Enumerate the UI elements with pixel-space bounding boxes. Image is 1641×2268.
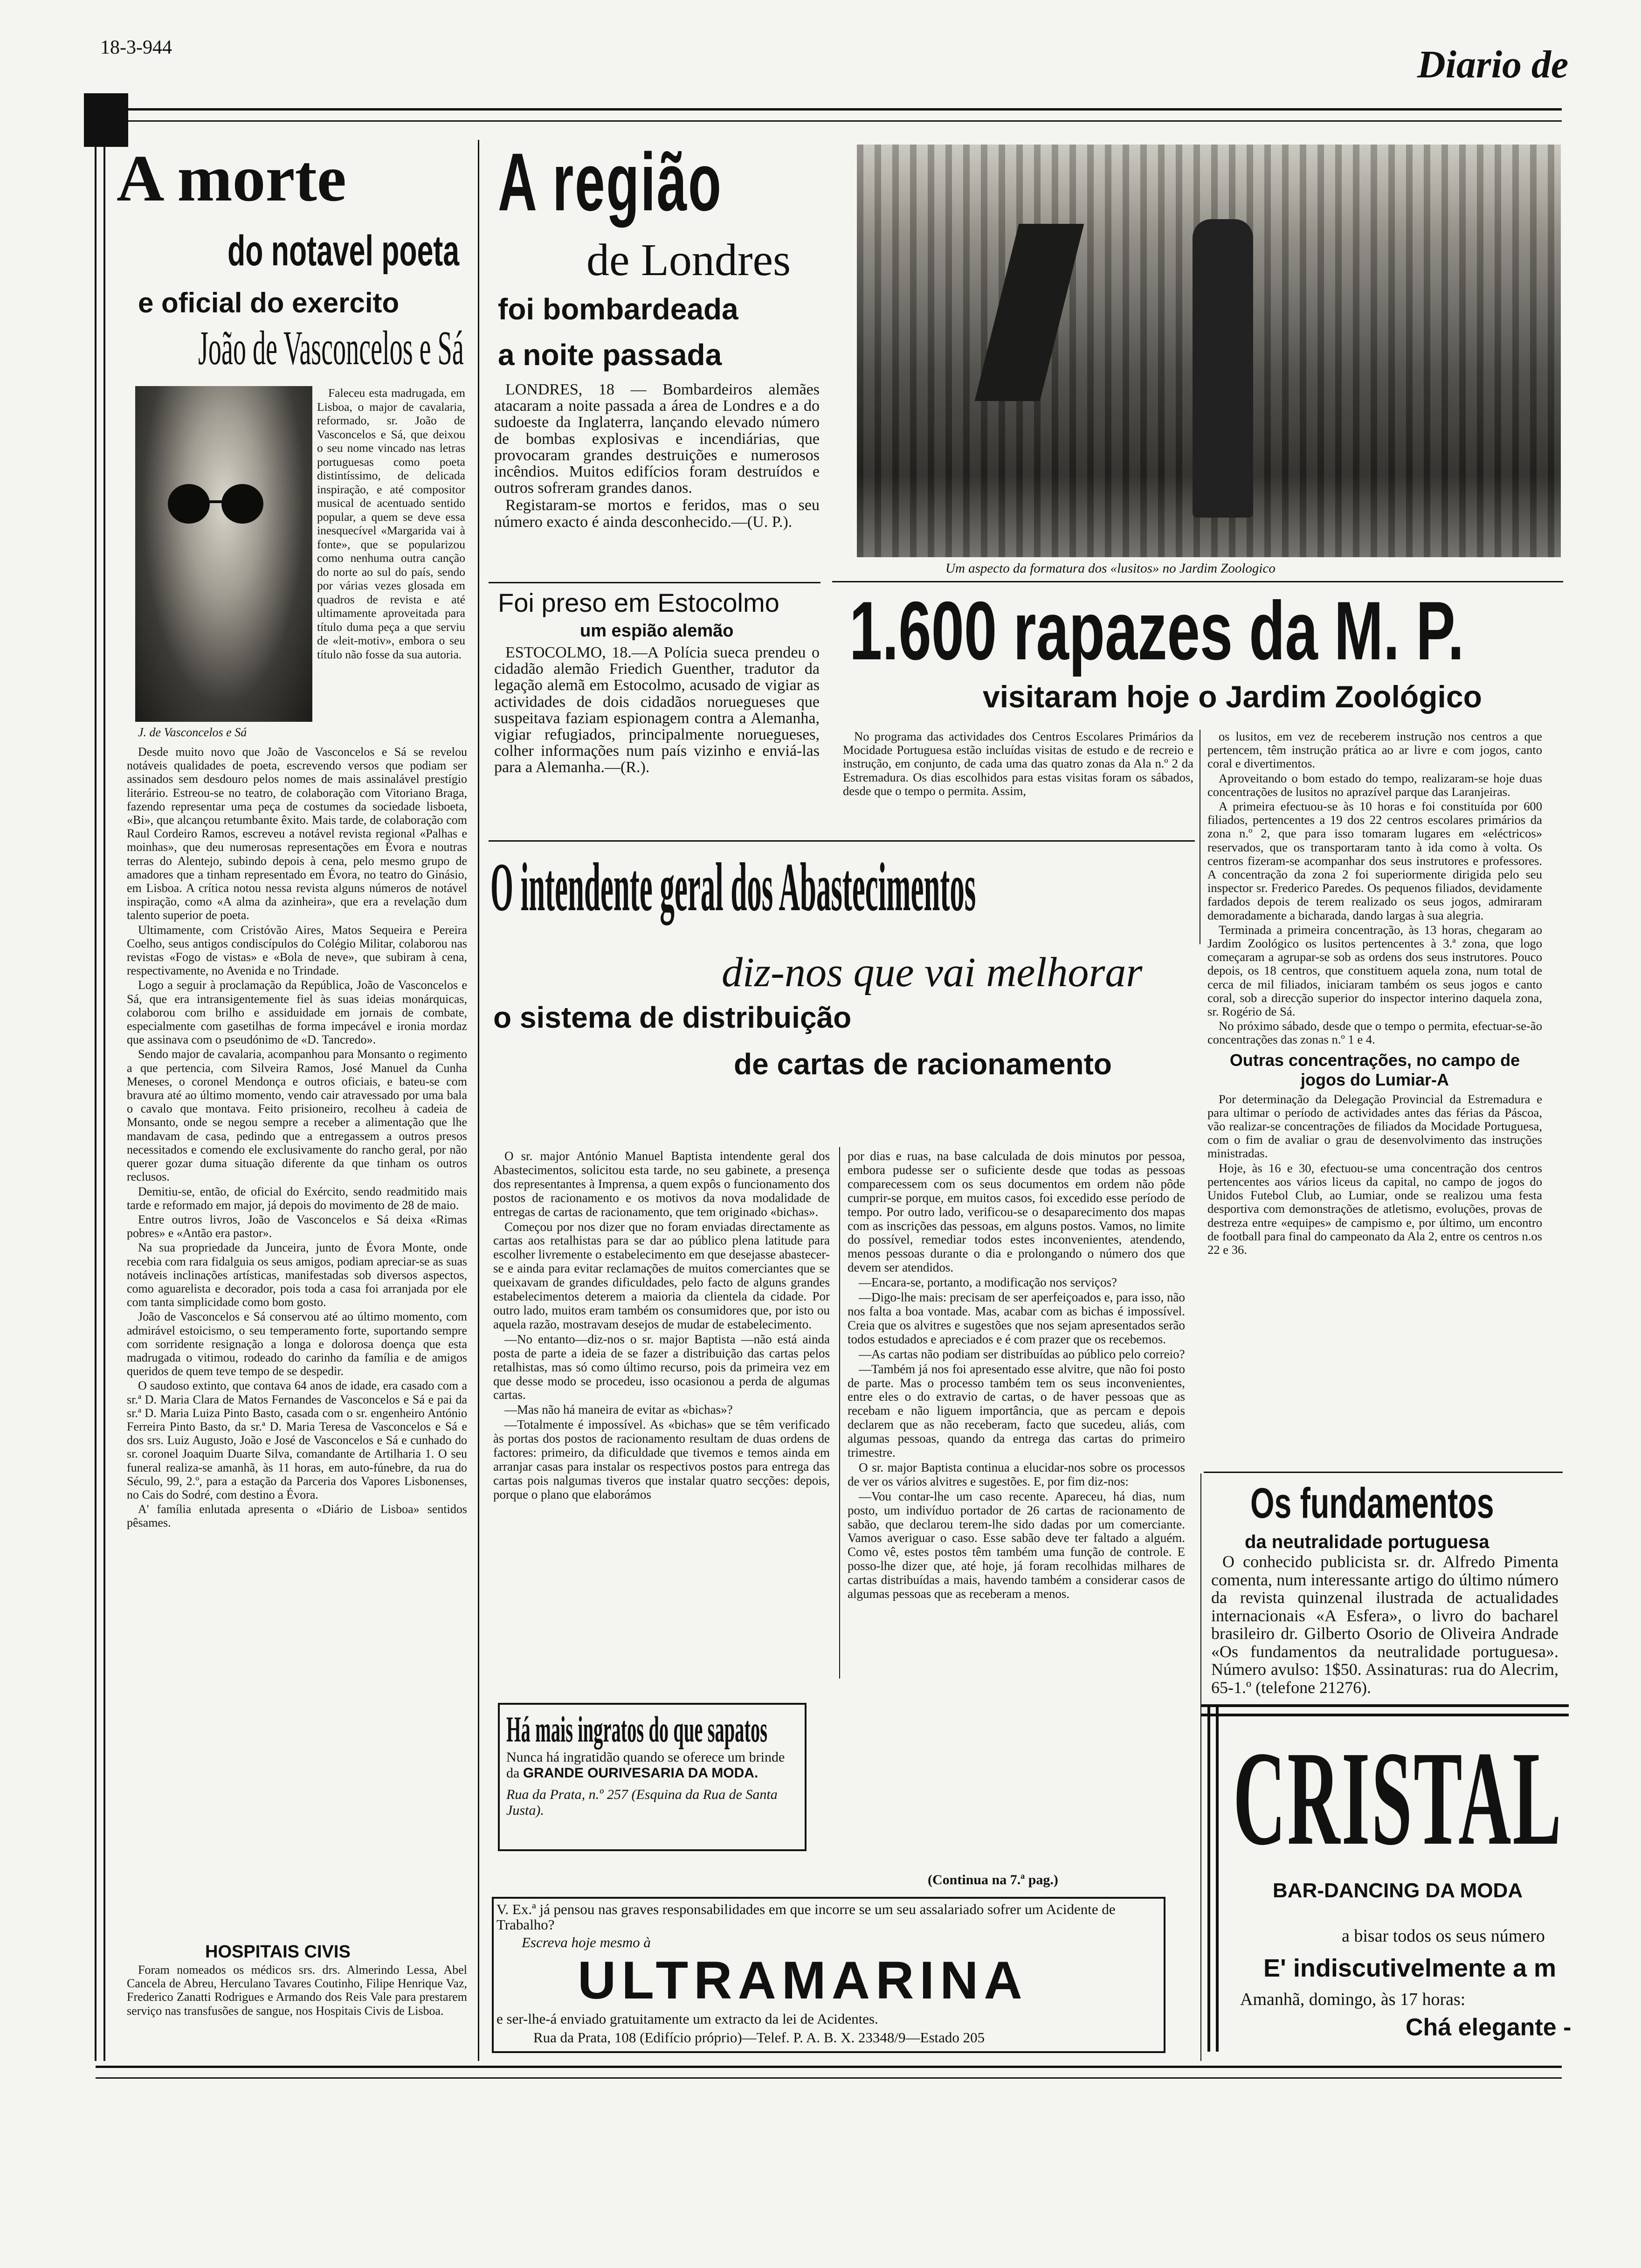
divider-intendente <box>489 840 1195 842</box>
rapazes-headline: 1.600 rapazes da M. P. <box>849 584 1464 677</box>
morte-paragraph: Ultimamente, com Cristóvão Aires, Matos Sequeira e Pereira Coelho, seus antigos condiscípulos do Colégio Militar, colaborou nas revistas «Fogo de vistas» e «Bola de neve», que subiram à cena, respectivamente, no Avenida e no Trindade. <box>127 923 467 978</box>
rapazes-paragraph: Terminada a primeira concentração, às 13 horas, chegaram ao Jardim Zoológico os lusitos pertencentes à 3.ª zona, que logo começaram a agrupar-se sob as ordens dos seus instrutores. Pouco depois, os 18 centros, que constituem aquela zona, num total de cerca de mil filiados, iniciaram também os seus jogos e canto coral, sob a direcção superior do inspector interino daquela zona, sr. Rogério de Sá. <box>1207 922 1542 1019</box>
cristal-subtitle: BAR-DANCING DA MODA <box>1273 1879 1523 1902</box>
ad-ingratos-shop: GRANDE OURIVESARIA DA MODA. <box>523 1765 758 1781</box>
morte-paragraph: Desde muito novo que João de Vasconcelos e Sá se revelou notáveis qualidades de poeta, escrevendo versos que podiam ser assinados sem desdouro pelos nomes de mais assinalável prestígio literário. Estreou-se no teatro, de colaboração com Vitoriano Braga, fazendo representar uma peça de costumes da sociedade lisboeta, «Bi», que alcançou retumbante êxito. Mais tarde, de colaboração com Raul Cordeiro Ramos, escreveu a notável revista regional «Palhas e moinhas», que deu numerosas representações em Évora e noutras terras do Alentejo, subindo depois à cena, pelo mesmo grupo de amadores que a tinham representado em Évora, no teatro do Ginásio, em Lisboa. A crítica notou nessa revista alguns números de notável inspiração, como «A alma da azinheira», que era a revelação dum talento superior de poeta. <box>127 745 467 922</box>
regiao-body <box>494 381 820 531</box>
ad-ingratos-text <box>506 1749 799 1819</box>
intendente-paragraph: —Também já nos foi apresentado esse alvitre, que não foi posto de parte. Mas o processo também tem os seus inconvenientes, entre eles o do extravio de cartas, o de haver pessoas que as recebam e não liguem importância, que as percam e depois declarem que as não receberam, facto que sucedeu, aliás, com algumas pessoas, quando da entrega das cartas do primeiro trimestre. <box>848 1362 1185 1460</box>
cristal-line2: E' indiscutivelmente a m <box>1263 1954 1557 1982</box>
cristal-line3: Amanhã, domingo, às 17 horas: <box>1240 1990 1466 2009</box>
hospitais-text: Foram nomeados os médicos srs. drs. Almerindo Lessa, Abel Cancela de Abreu, Herculano Tavares Coutinho, Filipe Henrique Vaz, Frederico Zanatti Rodrigues e Armando dos Reis Vale para prestarem serviço nas transfusões de sangue, nos Hospitais Civis de Lisboa. <box>127 1963 467 2018</box>
intendente-paragraph: Começou por nos dizer que no foram enviadas directamente as cartas aos retalhistas para se dar ao público plena latitude para escolher livremente o estabelecimento em que desejasse abastecer-se e ainda para evitar reclamações de muitos comerciantes que se queixavam de grandes dificuldades, pelo facto de alguns grandes estabelecimentos deterem a maioria da clientela da cidade. Por outro lado, muitos eram também os consumidores que, por isto ou aquela razão, mostravam desejos de mudar de estabelecimento. <box>493 1219 830 1331</box>
intendente-sub3: de cartas de racionamento <box>734 1047 1112 1081</box>
intendente-paragraph: por dias e ruas, na base calculada de dois minutos por pessoa, embora pudesse ser o suficiente desde que todas as pessoas comparecessem com os seus documentos em ordem não pôde cumprir-se porque, em muitos casos, foi excedido esse período de tempo. Por outro lado, verificou-se o desaparecimento dos mapas com as inscrições das pessoas, em alguns postos. Vamos, no limite do possível, remediar todos estes inconvenientes, atendendo, menos pessoas durante o dia e prolongando o número dos que devem ser atendidos. <box>848 1149 1185 1275</box>
regiao-paragraph: LONDRES, 18 — Bombardeiros alemães atacaram a noite passada a área de Londres e a do sudoeste da Inglaterra, lançando elevado número de bombas explosivas e incendiárias, que provocaram grandes destruições e numerosos incêndios. Muitos edifícios foram destruídos e outros sofreram grandes danos. <box>494 381 820 497</box>
right-col-divider <box>1200 1473 1201 2061</box>
estocolmo-title: Foi preso em Estocolmo <box>498 588 779 617</box>
regiao-sub2: foi bombardeada <box>498 292 738 326</box>
morte-subhead-name: João de Vasconcelos e Sá <box>198 321 464 375</box>
rapazes-paragraph: No próximo sábado, desde que o tempo o permita, efectuar-se-ão concentrações das zonas n.º 1 e 4. <box>1207 1019 1542 1047</box>
ad-ingratos <box>498 1703 807 1851</box>
ad-ultramarina-line3: e ser-lhe-á enviado gratuitamente um extracto da lei de Acidentes. <box>496 2011 878 2027</box>
morte-lead-text: Faleceu esta madrugada, em Lisboa, o major de cavalaria, reformado, sr. João de Vasconcelos e Sá, que deixou o seu nome vincado nas letras portuguesas como poeta distintíssimo, de delicada inspiração, e até compositor musical de acentuado sentido popular, a quem se deve essa inesquecível «Margarida vai à fonte», que se popularizou como nenhuma outra canção do norte ao sul do país, sendo por várias vezes glosada em quadros de revista e até ultimamente aproveitada para título duma peça a que serviu de «leit-motiv», embora o seu título não fosse da sua autoria. <box>317 386 465 661</box>
left-border <box>95 140 97 2061</box>
top-rule-2 <box>126 120 1562 122</box>
intendente-paragraph: —Encara-se, portanto, a modificação nos serviços? <box>859 1275 1117 1290</box>
rapazes-subsection-title: Outras concentrações, no campo de jogos do Lumiar-A <box>1229 1050 1520 1089</box>
morte-paragraph: O saudoso extinto, que contava 64 anos de idade, era casado com a sr.ª D. Maria Clara de Matos Fernandes de Vasconcelos e Sá e pai da sr.ª D. Maria Luiza Pinto Basto, casada com o sr. engenheiro António Ferreira Pinto Basto, da sr.ª D. Maria Teresa de Vasconcelos e Sá e dos srs. Luiz Augusto, João e José de Vasconcelos e Sá e cunhado do sr. coronel Joaquim Duarte Silva, comandante de Artilharia 1. O seu funeral realiza-se amanhã, às 11 horas, em auto-fúnebre, da rua do Século, 99, 2.º, para a estação da Parceria dos Vapores Lisbonenses, no Cais do Sodré, com destino a Évora. <box>127 1379 467 1501</box>
intendente-paragraph: —Mas não há maneira de evitar as «bichas»? <box>504 1403 733 1417</box>
ad-ultramarina <box>492 1897 1165 2053</box>
morte-paragraph: João de Vasconcelos e Sá conservou até ao último momento, com admirável estoicismo, o seu temperamento forte, suportando sempre com sorridente resignação a longa e dolorosa doença que esta madrugada o vitimou, rodeado do carinho da família e de amigos queridos de quem teve tempo de se despedir. <box>127 1310 467 1378</box>
intendente-continuation: (Continua na 7.ª pag.) <box>928 1872 1058 1888</box>
portrait-glasses <box>168 484 266 524</box>
masthead-paper-name: Diario de <box>1417 43 1569 86</box>
rapazes-col1 <box>843 730 1193 799</box>
rapazes-paragraph: A primeira efectuou-se às 10 horas e foi constituída por 600 filiados, pertencentes a 19 dos 22 centros escolares primários da zona n.º 2, que para isso tomaram lugares em «eléctricos» reservados, que os transportaram tanto à ida como à volta. Os centros fizeram-se acompanhar dos seus instrutores e professores. A concentração da zona 2 foi superiormente dirigida pelo seu inspector sr. Frederico Paredes. Os pequenos filiados, devidamente fardados depois de terem realizado os seus jogos, admiraram demoradamente a bicharada, dando largas à sua alegria. <box>1207 799 1542 922</box>
morte-paragraph: Logo a seguir à proclamação da República, João de Vasconcelos e Sá, que era intransigentemente fiel às suas ideias monárquicas, colaborou com brilho e assiduidade em jornais de combate, especialmente com gasetilhas de forma impecável e ironia mordaz que assinava com o pseudónimo de «D. Tancredo». <box>127 978 467 1047</box>
intendente-paragraph: —Totalmente é impossível. As «bichas» que se têm verificado às portas dos postos de racionamento resultam de duas ordens de factores: primeiro, da dificuldade que tivemos e temos ainda em arranjar casas para instalar os respectivos postos para entrega das cartas pois nalgumas tiveros que instalar quatro secções: depois, porque o plano que elaborámos <box>493 1418 830 1501</box>
rapazes-paragraph: No programa das actividades dos Centros Escolares Primários da Mocidade Portuguesa estão incluídas visitas de estudo e de recreio e instrução, em conjunto, de cada uma das quatro zonas da Ala n.º 2 da Estremadura. Os dias escolhidos para estas visitas foram os sábados, desde que o tempo o permita. Assim, <box>843 729 1193 798</box>
intendente-headline: O intendente geral dos Abastecimentos <box>490 849 976 926</box>
hospitais-body <box>127 1963 467 2019</box>
regiao-paragraph: Registaram-se mortos e feridos, mas o seu número exacto é ainda desconhecido.—(U. P.). <box>494 497 820 531</box>
page-date: 18-3-944 <box>100 37 172 58</box>
intendente-paragraph: —Digo-lhe mais: precisam de ser aperfeiçoados e, para isso, não nos falta a boa vontade. Mas, acabar com as bichas é impossível. Creia que os alvitres e sugestões que nos sejam apresentados serão todos estudados e apreciados e é com prazer que os recebemos. <box>848 1290 1185 1346</box>
rapazes-subsection-paragraph: Hoje, às 16 e 30, efectuou-se uma concentração dos centros pertencentes aos vários liceus da capital, no campo de jogos do Unidos Futebol Club, ao Lumiar, onde se realizou uma festa desportiva com demonstrações de atletismo, evoluções, provas de destreza entre «equipes» de campismo e, por último, um encontro de football para final do campeonato da Ala 2, entre os centros n.os 22 e 36. <box>1207 1161 1542 1257</box>
morte-paragraph: A' família enlutada apresenta o «Diário de Lisboa» sentidos pêsames. <box>127 1502 467 1530</box>
intendente-paragraph: —No entanto—diz-nos o sr. major Baptista —não está ainda posta de parte a ideia de se fazer a distribuição das cartas pelos retalhistas, mas só como último recurso, pois da primeira vez em que desse modo se procedeu, isso ocasionou a perda de algumas cartas. <box>493 1332 830 1402</box>
morte-paragraph: Demitiu-se, então, de oficial do Exército, sendo readmitido mais tarde e reformado em major, já depois do movimento de 28 de maio. <box>127 1184 467 1212</box>
morte-paragraph: Sendo major de cavalaria, acompanhou para Monsanto o regimento a que pertencia, com Silveira Ramos, José Manuel da Cunha Meneses, o coronel Mendonça e outros oficiais, e bateu-se com bravura até ao último momento, vendo cair atravessado por uma bala o cavalo que montava. Feito prisioneiro, recolheu à cadeia de Monsanto, onde se negou sempre a receber a alimentação que lhe mandavam de casa, pedindo que a entregassem a outros presos necessitados e comendo ele exclusivamente do rancho geral, por não querer gozar duma situação diferente da que tinham os outros reclusos. <box>127 1047 467 1184</box>
divider-photo <box>832 581 1563 582</box>
column-divider <box>478 140 479 2061</box>
rapazes-paragraph: os lusitos, em vez de receberem instrução nos centros a que pertencem, têm instrução prática ao ar livre e com jogos, canto coral e divertimentos. <box>1207 729 1542 771</box>
cristal-left-border <box>1207 1704 1210 2052</box>
intendente-paragraph: —Vou contar-lhe um caso recente. Apareceu, há dias, num posto, um indivíduo portador de 26 cartas de racionamento de sabão, que declarou terem-lhe sido dadas por um comerciante. Vamos averiguar o caso. Esse sabão deve ter faltado a alguém. Como vê, estes postos têm também uma função de controle. E posso-lhe dizer que, até hoje, já foram recolhidas milhares de cartas distribuídas a mais, havendo também a considerar casos de algumas pessoas que as receberam a menos. <box>848 1489 1185 1601</box>
top-rule <box>126 108 1562 111</box>
intendente-paragraph: O sr. major António Manuel Baptista intendente geral dos Abastecimentos, solicitou esta tarde, no seu gabinete, a presença dos representantes à Imprensa, a quem expôs o funcionamento dos postos de racionamento e os motivos da nova modalidade de entregas de cartas de racionamento, que tem originado «bichas». <box>493 1149 830 1219</box>
cristal-left-border-2 <box>1216 1704 1219 2052</box>
cristal-line4: Chá elegante - <box>1406 2014 1572 2041</box>
intendente-sub2: o sistema de distribuição <box>493 1001 852 1034</box>
lusitos-photo <box>857 145 1561 557</box>
hospitais-title: HOSPITAIS CIVIS <box>205 1942 351 1962</box>
flag-figure <box>975 224 1084 401</box>
morte-headline: A morte <box>117 141 346 215</box>
regiao-sub3: a noite passada <box>498 338 722 372</box>
fundamentos-body <box>1211 1553 1558 1697</box>
morte-paragraph: Na sua propriedade da Junceira, junto de Évora Monte, onde recebia com rara fidalguia os seus amigos, podiam apreciar-se as suas notáveis inclinações artísticas, manifestadas sob diversos aspectos, como aguarelista e decorador, pois toda a casa foi arranjada por ele com tanta simplicidade como bom gosto. <box>127 1241 467 1309</box>
ad-ultramarina-line2: Escreva hoje mesmo à <box>522 1934 651 1950</box>
portrait-photo <box>135 386 312 722</box>
intendente-paragraph: O sr. major Baptista continua a elucidar-nos sobre os processos de ver os vários alvitres e sugestões. E, por fim diz-nos: <box>848 1460 1185 1488</box>
morte-subhead-2: e oficial do exercito <box>138 287 400 318</box>
cristal-top-rule <box>1200 1704 1569 1707</box>
morte-paragraph: Entre outros livros, João de Vasconcelos e Sá deixa «Rimas pobres» e «Antão era pastor». <box>127 1212 467 1240</box>
rapazes-col2 <box>1207 730 1542 1258</box>
ad-ingratos-address: Rua da Prata, n.º 257 (Esquina da Rua de Santa Justa). <box>506 1787 778 1818</box>
fundamentos-subtitle: da neutralidade portuguesa <box>1245 1532 1489 1552</box>
officer-figure <box>1193 219 1253 518</box>
ad-ingratos-lead: Nunca há ingratidão quando se oferece um brinde da <box>506 1749 785 1781</box>
divider-estocolmo <box>489 582 820 583</box>
ad-ultramarina-line4: Rua da Prata, 108 (Edifício próprio)—Telef. P. A. B. X. 23348/9—Estado 205 <box>533 2029 985 2046</box>
rapazes-paragraph: Aproveitando o bom estado do tempo, realizaram-se hoje duas concentrações de lusitos no aprazível parque das Laranjeiras. <box>1207 771 1542 799</box>
ad-ingratos-title: Há mais ingratos do que sapatos <box>506 1709 768 1749</box>
regiao-sub1: de Londres <box>586 235 791 285</box>
morte-body <box>127 745 467 1531</box>
photo-caption: Um aspecto da formatura dos «lusitos» no Jardim Zoologico <box>945 561 1276 576</box>
fundamentos-text: O conhecido publicista sr. dr. Alfredo Pimenta comenta, num interessante artigo do último número da revista quinzenal ilustrada de actualidades internacionais «A Esfera», o livro do bacharel brasileiro dr. Gilberto Osorio de Oliveira Andrade «Os fundamentos da neutralidade portuguesa». Número avulso: 1$50. Assinaturas: rua do Alecrim, 65-1.º (telefone 21276). <box>1211 1552 1558 1697</box>
fundamentos-title: Os fundamentos <box>1250 1480 1494 1527</box>
ad-ultramarina-brand: ULTRAMARINA <box>578 1951 1028 2010</box>
cristal-top-rule-2 <box>1200 1714 1569 1716</box>
regiao-headline: A região <box>498 137 723 228</box>
intendente-col2 <box>848 1149 1185 1602</box>
estocolmo-body <box>494 644 820 777</box>
intendente-paragraph: —As cartas não podiam ser distribuídas ao público pelo correio? <box>859 1347 1185 1361</box>
bottom-rule <box>96 2066 1562 2068</box>
intendente-sub1: diz-nos que vai melhorar <box>722 949 1143 996</box>
rapazes-subtitle: visitaram hoje o Jardim Zoológico <box>983 679 1482 714</box>
corner-ornament <box>84 93 128 147</box>
left-border-2 <box>103 140 105 2061</box>
cristal-name: CRISTAL <box>1233 1723 1563 1873</box>
intendente-col-divider <box>839 1147 840 1679</box>
estocolmo-subtitle: um espião alemão <box>580 621 734 641</box>
estocolmo-text: ESTOCOLMO, 18.—A Polícia sueca prendeu o cidadão alemão Friedich Guenther, tradutor da legação alemã em Estocolmo, acusado de vigiar as actividades de dois cidadãos noruegueses que suspeitava faziam espionagem contra a Alemanha, vigiar refugiados, principalmente noruegueses, colher informações num país vizinho e enviá-las para a Alemanha.—(R.). <box>494 644 820 776</box>
cristal-line1: a bisar todos os seus número <box>1342 1926 1545 1946</box>
rapazes-subsection-paragraph: Por determinação da Delegação Provincial da Estremadura e para ultimar o período de actividades antes das férias da Páscoa, vão realizar-se concentrações de filiados da Mocidade Portuguesa, com o fim de avaliar o grau de desenvolvimento das instruções ministradas. <box>1207 1092 1542 1161</box>
morte-subhead-1: do notavel poeta <box>228 227 460 275</box>
morte-lead <box>317 386 465 662</box>
ad-ultramarina-line1: V. Ex.ª já pensou nas graves responsabilidades em que incorre se um seu assalariado sofrer um Acidente de Trabalho? <box>496 1901 1116 1933</box>
intendente-col1 <box>493 1149 830 1503</box>
divider-fundamentos <box>1204 1472 1563 1473</box>
bottom-rule-2 <box>96 2077 1562 2079</box>
portrait-caption: J. de Vasconcelos e Sá <box>138 726 247 739</box>
